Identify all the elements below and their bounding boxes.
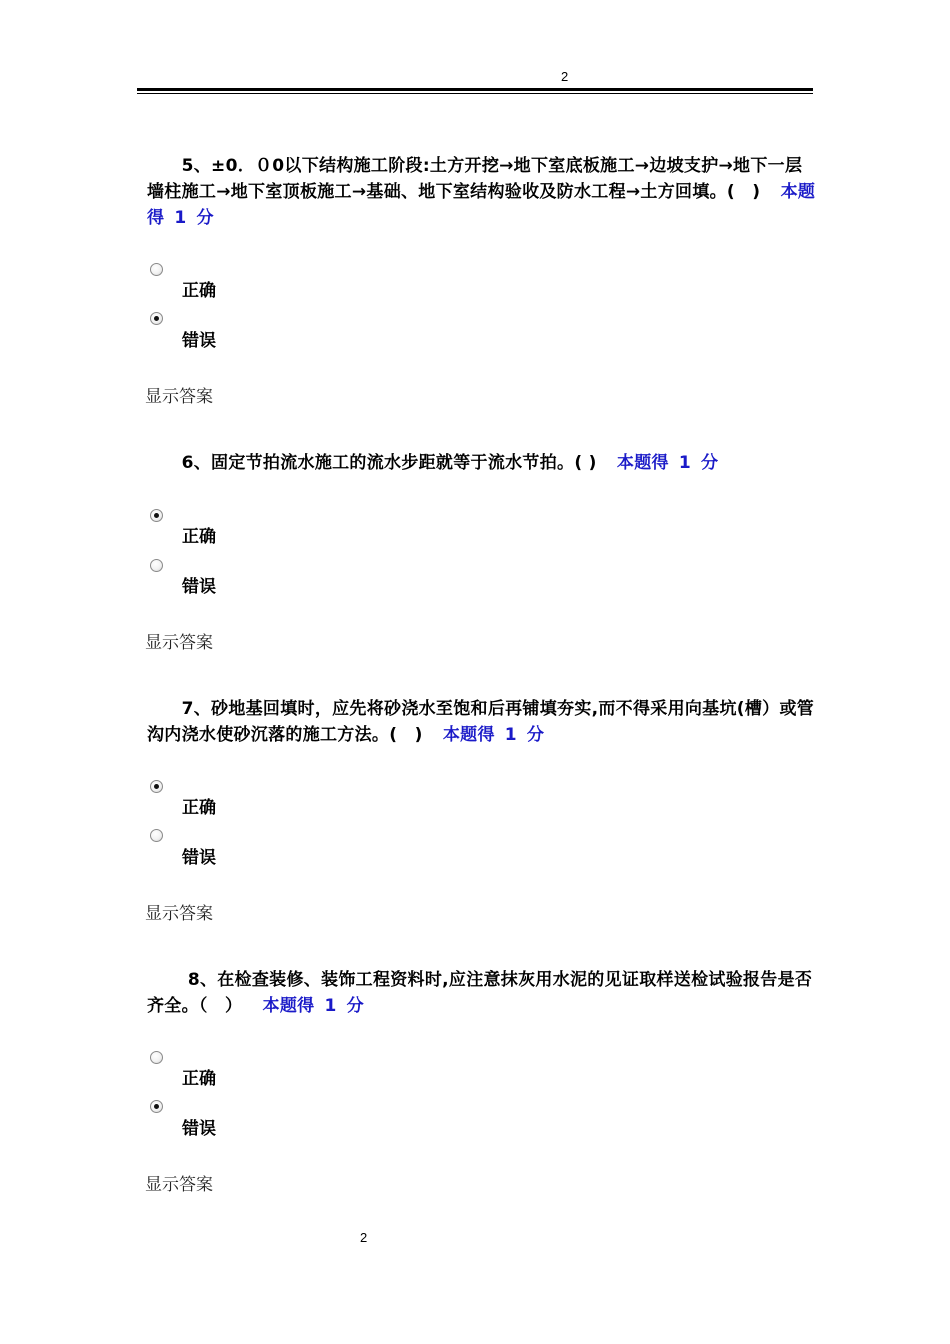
question-text: 5、±0．０0以下结构施工阶段:土方开挖→地下室底板施工→边坡支护→地下一层墙柱施工→地下室顶板施工→基础、地下室结构验收及防水工程→土方回填。( ) <box>147 156 803 202</box>
option-radio-correct[interactable] <box>150 509 163 522</box>
option-label-correct: 正确 <box>182 1069 216 1089</box>
header-rule-thick <box>137 88 813 91</box>
option-radio-wrong[interactable] <box>150 1100 163 1113</box>
footer-page-number: 2 <box>360 1230 368 1245</box>
question-text: 8、在检查装修、装饰工程资料时,应注意抹灰用水泥的见证取样送检试验报告是否齐全。（ ） <box>147 970 813 1016</box>
show-answer-link[interactable]: 显示答案 <box>145 633 213 653</box>
score-label: 本题得 1 分 <box>147 182 816 228</box>
score-label: 本题得 1 分 <box>262 996 364 1016</box>
option-label-correct: 正确 <box>182 798 216 818</box>
question-6-text <box>147 450 817 476</box>
option-label-correct: 正确 <box>182 281 216 301</box>
option-label-wrong: 错误 <box>182 848 216 868</box>
header-page-number: 2 <box>561 69 569 84</box>
question-text: 6、固定节拍流水施工的流水步距就等于流水节拍。( ) <box>147 453 597 473</box>
option-radio-correct[interactable] <box>150 263 163 276</box>
option-label-wrong: 错误 <box>182 577 216 597</box>
option-label-wrong: 错误 <box>182 1119 216 1139</box>
option-radio-wrong[interactable] <box>150 559 163 572</box>
score-label: 本题得 1 分 <box>442 725 545 745</box>
score-label: 本题得 1 分 <box>616 453 719 473</box>
option-label-wrong: 错误 <box>182 331 216 351</box>
header-rule-thin <box>137 93 813 94</box>
option-radio-correct[interactable] <box>150 780 163 793</box>
option-radio-correct[interactable] <box>150 1051 163 1064</box>
option-radio-wrong[interactable] <box>150 312 163 325</box>
show-answer-link[interactable]: 显示答案 <box>145 1175 213 1195</box>
option-label-correct: 正确 <box>182 527 216 547</box>
question-7-text <box>147 696 817 748</box>
question-8-text <box>147 967 817 1019</box>
show-answer-link[interactable]: 显示答案 <box>145 904 213 924</box>
option-radio-wrong[interactable] <box>150 829 163 842</box>
question-text: 7、砂地基回填时，应先将砂浇水至饱和后再铺填夯实,而不得采用向基坑(槽）或管沟内浇水使砂沉落的施工方法。( ) <box>147 699 815 745</box>
show-answer-link[interactable]: 显示答案 <box>145 387 213 407</box>
question-5-text <box>147 153 817 231</box>
